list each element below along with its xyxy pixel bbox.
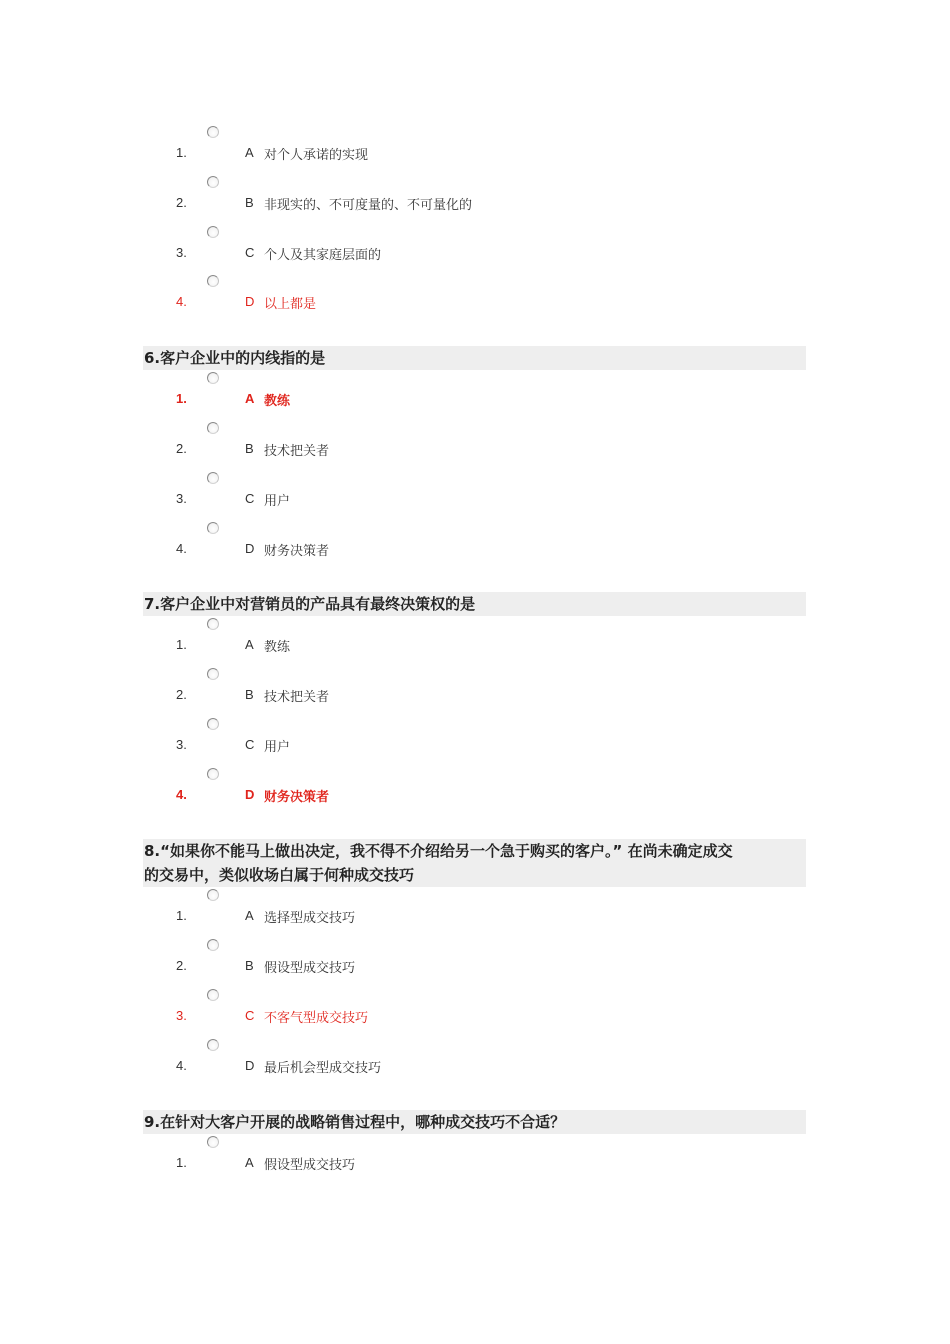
question-title (143, 839, 806, 887)
option-letter: D (245, 541, 255, 556)
radio-button-icon[interactable] (207, 989, 219, 1001)
option-text: 不客气型成交技巧 (264, 1011, 369, 1026)
option-text: 教练 (264, 640, 291, 655)
option-text: 假设型成交技巧 (264, 1158, 356, 1173)
question-title-line-2: 的交易中，类似收场白属于何种成交技巧 (144, 866, 415, 884)
option-text: 用户 (264, 494, 291, 509)
option-text: 技术把关者 (264, 444, 330, 459)
radio-button-icon[interactable] (207, 618, 219, 630)
q8-option-a[interactable] (0, 904, 950, 930)
radio-button-icon[interactable] (207, 668, 219, 680)
option-text: 财务决策者 (264, 544, 330, 559)
option-number: 3. (176, 1008, 187, 1023)
option-letter: B (245, 195, 254, 210)
option-number: 2. (176, 441, 187, 456)
option-number: 2. (176, 687, 187, 702)
option-letter: B (245, 958, 254, 973)
option-letter: D (245, 787, 255, 802)
option-number: 1. (176, 1155, 187, 1170)
option-text: 个人及其家庭层面的 (264, 248, 382, 263)
radio-button-icon[interactable] (207, 718, 219, 730)
option-text: 假设型成交技巧 (264, 961, 356, 976)
q6-option-a[interactable] (0, 387, 950, 413)
q7-option-a[interactable] (0, 633, 950, 659)
option-text: 教练 (264, 394, 291, 409)
option-letter: B (245, 687, 254, 702)
radio-button-icon[interactable] (207, 1039, 219, 1051)
option-number: 1. (176, 145, 187, 160)
option-number: 4. (176, 1058, 187, 1073)
option-letter: A (245, 908, 254, 923)
option-number: 3. (176, 245, 187, 260)
question-title: 9.在针对大客户开展的战略销售过程中，哪种成交技巧不合适？ (143, 1110, 806, 1134)
q8-option-b[interactable] (0, 954, 950, 980)
option-letter: C (245, 1008, 255, 1023)
q6-option-d[interactable] (0, 537, 950, 563)
option-letter: B (245, 441, 254, 456)
option-number: 1. (176, 908, 187, 923)
radio-button-icon[interactable] (207, 226, 219, 238)
q7-option-b[interactable] (0, 683, 950, 709)
option-text: 财务决策者 (264, 790, 330, 805)
radio-button-icon[interactable] (207, 889, 219, 901)
option-letter: C (245, 491, 255, 506)
q8-option-c[interactable] (0, 1004, 950, 1030)
radio-button-icon[interactable] (207, 939, 219, 951)
option-letter: A (245, 145, 254, 160)
radio-button-icon[interactable] (207, 1136, 219, 1148)
question-title-line-1: 8.“如果你不能马上做出决定，我不得不介绍给另一个急于购买的客户。” 在尚未确定成交 (144, 842, 733, 860)
option-number: 4. (176, 294, 187, 309)
option-number: 3. (176, 737, 187, 752)
option-letter: C (245, 737, 255, 752)
option-letter: A (245, 391, 255, 406)
radio-button-icon[interactable] (207, 472, 219, 484)
option-letter: D (245, 294, 255, 309)
option-number: 2. (176, 958, 187, 973)
q7-option-d[interactable] (0, 783, 950, 809)
q7-option-c[interactable] (0, 733, 950, 759)
radio-button-icon[interactable] (207, 522, 219, 534)
option-number: 1. (176, 391, 187, 406)
option-text: 以上都是 (264, 297, 317, 312)
option-letter: D (245, 1058, 255, 1073)
q9-option-a[interactable] (0, 1151, 950, 1177)
option-letter: C (245, 245, 255, 260)
q5-option-c[interactable] (0, 241, 950, 267)
radio-button-icon[interactable] (207, 422, 219, 434)
option-text: 非现实的、不可度量的、不可量化的 (264, 198, 473, 213)
radio-button-icon[interactable] (207, 126, 219, 138)
option-number: 4. (176, 541, 187, 556)
option-text: 用户 (264, 740, 291, 755)
q6-option-c[interactable] (0, 487, 950, 513)
option-number: 2. (176, 195, 187, 210)
option-number: 1. (176, 637, 187, 652)
q5-option-b[interactable] (0, 191, 950, 217)
radio-button-icon[interactable] (207, 372, 219, 384)
question-title: 6.客户企业中的内线指的是 (143, 346, 806, 370)
radio-button-icon[interactable] (207, 768, 219, 780)
option-letter: A (245, 637, 254, 652)
option-number: 4. (176, 787, 187, 802)
q5-option-d[interactable] (0, 290, 950, 316)
option-text: 对个人承诺的实现 (264, 148, 369, 163)
radio-button-icon[interactable] (207, 176, 219, 188)
radio-button-icon[interactable] (207, 275, 219, 287)
question-title: 7.客户企业中对营销员的产品具有最终决策权的是 (143, 592, 806, 616)
option-text: 技术把关者 (264, 690, 330, 705)
option-letter: A (245, 1155, 254, 1170)
q6-option-b[interactable] (0, 437, 950, 463)
q8-option-d[interactable] (0, 1054, 950, 1080)
q5-option-a[interactable] (0, 141, 950, 167)
option-text: 选择型成交技巧 (264, 911, 356, 926)
option-number: 3. (176, 491, 187, 506)
option-text: 最后机会型成交技巧 (264, 1061, 382, 1076)
